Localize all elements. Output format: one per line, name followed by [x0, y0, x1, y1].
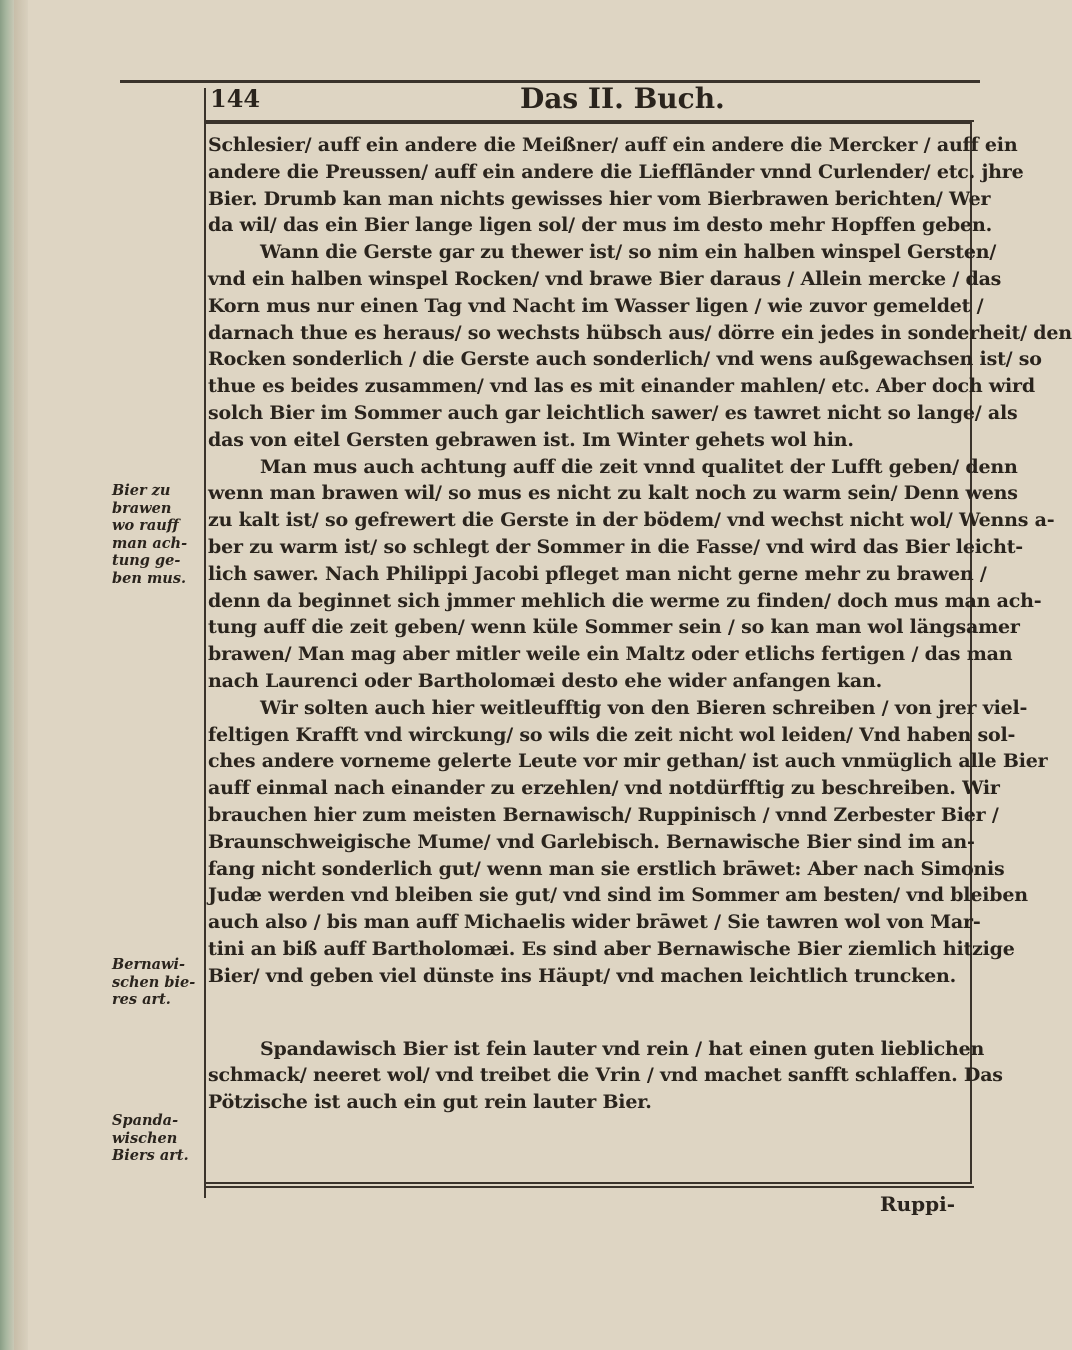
text-line: Braunschweigische Mume/ vnd Garlebisch. Bernawische Bier sind im an-: [208, 830, 975, 853]
text-line: denn da beginnet sich jmmer mehlich die werme zu finden/ doch mus man ach-: [208, 589, 1042, 612]
text-line: thue es beides zusammen/ vnd las es mit einander mahlen/ etc. Aber doch wird: [208, 375, 1035, 398]
marginal-line: res art.: [112, 991, 171, 1008]
running-head: Das II. Buch.: [520, 82, 725, 115]
text-line: Bier. Drumb kan man nichts gewisses hier vom Bierbrawen berichten/ Wer: [208, 187, 991, 210]
marginal-line: Spanda-: [112, 1112, 179, 1129]
text-line: fang nicht sonderlich gut/ wenn man sie erstlich brāwet: Aber nach Simonis: [208, 857, 1005, 880]
marginal-note-bernau: [112, 956, 204, 1009]
text-line: andere die Preussen/ auff ein andere die Liefflānder vnnd Curlender/ etc. jhre: [208, 160, 1024, 183]
text-line: wenn man brawen wil/ so mus es nicht zu kalt noch zu warm sein/ Denn wens: [208, 482, 1018, 505]
text-line: darnach thue es heraus/ so wechsts hübsch aus/ dörre ein jedes in sonderheit/ den: [208, 321, 1072, 344]
text-line: das von eitel Gersten gebrawen ist. Im Winter gehets wol hin.: [208, 428, 854, 451]
text-line: Man mus auch achtung auff die zeit vnnd qualitet der Lufft geben/ denn: [260, 455, 1018, 478]
page-number: 144: [210, 84, 261, 113]
text-line: da wil/ das ein Bier lange ligen sol/ der mus im desto mehr Hopffen geben.: [208, 214, 992, 237]
text-line: Rocken sonderlich / die Gerste auch sonderlich/ vnd wens außgewachsen ist/ so: [208, 348, 1042, 371]
marginal-line: wo rauff: [112, 517, 179, 534]
marginal-note-spandau: [112, 1112, 204, 1165]
text-line: Bier/ vnd geben viel dünste ins Häupt/ vnd machen leichtlich truncken.: [208, 964, 957, 987]
text-line: brawen/ Man mag aber mitler weile ein Maltz oder etlichs fertigen / das man: [208, 643, 1013, 666]
marginal-line: Biers art.: [112, 1147, 189, 1164]
marginal-line: man ach-: [112, 534, 188, 552]
text-line: Korn mus nur einen Tag vnd Nacht im Wasser ligen / wie zuvor gemeldet /: [208, 294, 984, 317]
text-line: auch also / bis man auff Michaelis wider brāwet / Sie tawren wol von Mar-: [208, 911, 981, 934]
text-line: solch Bier im Sommer auch gar leichtlich sawer/ es tawret nicht so lange/ als: [208, 401, 1018, 424]
page-gutter: [14, 0, 28, 1350]
text-line: ches andere vorneme gelerte Leute vor mir gethan/ ist auch vnmüglich alle Bier: [208, 750, 1048, 773]
book-binding-edge: [0, 0, 14, 1350]
text-line: Wann die Gerste gar zu thewer ist/ so nim ein halben winspel Gersten/: [260, 241, 997, 264]
marginal-note-brewing: [112, 482, 204, 587]
text-line: brauchen hier zum meisten Bernawisch/ Ruppinisch / vnnd Zerbester Bier /: [208, 803, 999, 826]
catchword: Ruppi-: [880, 1192, 956, 1216]
text-line: Schlesier/ auff ein andere die Meißner/ auff ein andere die Mercker / auff ein: [208, 134, 1018, 156]
text-line: feltigen Krafft vnd wirckung/ so wils die zeit nicht wol leiden/ Vnd haben sol-: [208, 723, 1016, 746]
text-line: ber zu warm ist/ so schlegt der Sommer in die Fasse/ vnd wird das Bier leicht-: [208, 535, 1023, 558]
text-line: vnd ein halben winspel Rocken/ vnd brawe Bier daraus / Allein mercke / das: [208, 267, 1002, 290]
text-line: tini an biß auff Bartholomæi. Es sind aber Bernawische Bier ziemlich hitzige: [208, 937, 1015, 960]
text-line: nach Laurenci oder Bartholomæi desto ehe wider anfangen kan.: [208, 669, 883, 692]
text-line: Pötzische ist auch ein gut rein lauter Bier.: [208, 1091, 652, 1114]
text-line: zu kalt ist/ so gefrewert die Gerste in der bödem/ vnd wechst nicht wol/ Wenns a-: [208, 509, 1055, 532]
bottom-rule: [206, 1186, 974, 1188]
text-line: Spandawisch Bier ist fein lauter vnd rein / hat einen guten lieblichen: [260, 1037, 985, 1060]
main-text-block: [208, 132, 1072, 1116]
text-line: Judæ werden vnd bleiben sie gut/ vnd sind im Sommer am besten/ vnd bleiben: [208, 884, 1028, 907]
marginal-line: Bier zu: [112, 482, 171, 499]
marginal-line: Bernawi-: [112, 956, 186, 973]
text-line: tung auff die zeit geben/ wenn küle Sommer sein / so kan man wol längsamer: [208, 616, 1020, 639]
text-line: Wir solten auch hier weitleufftig von den Bieren schreiben / von jrer viel-: [260, 696, 1028, 719]
text-line: auff einmal nach einander zu erzehlen/ vnd notdürfftig zu beschreiben. Wir: [208, 777, 1000, 800]
marginal-line: ben mus.: [112, 569, 187, 587]
text-line: lich sawer. Nach Philippi Jacobi pfleget man nicht gerne mehr zu brawen /: [208, 562, 987, 585]
text-line: schmack/ neeret wol/ vnd treibet die Vrin / vnd machet sanfft schlaffen. Das: [208, 1064, 1003, 1087]
marginal-line: tung ge-: [112, 552, 181, 569]
marginal-line: brawen: [112, 499, 172, 517]
marginal-line: wischen: [112, 1129, 178, 1147]
paragraph-gap: [208, 990, 968, 1036]
marginal-line: schen bie-: [112, 973, 196, 991]
